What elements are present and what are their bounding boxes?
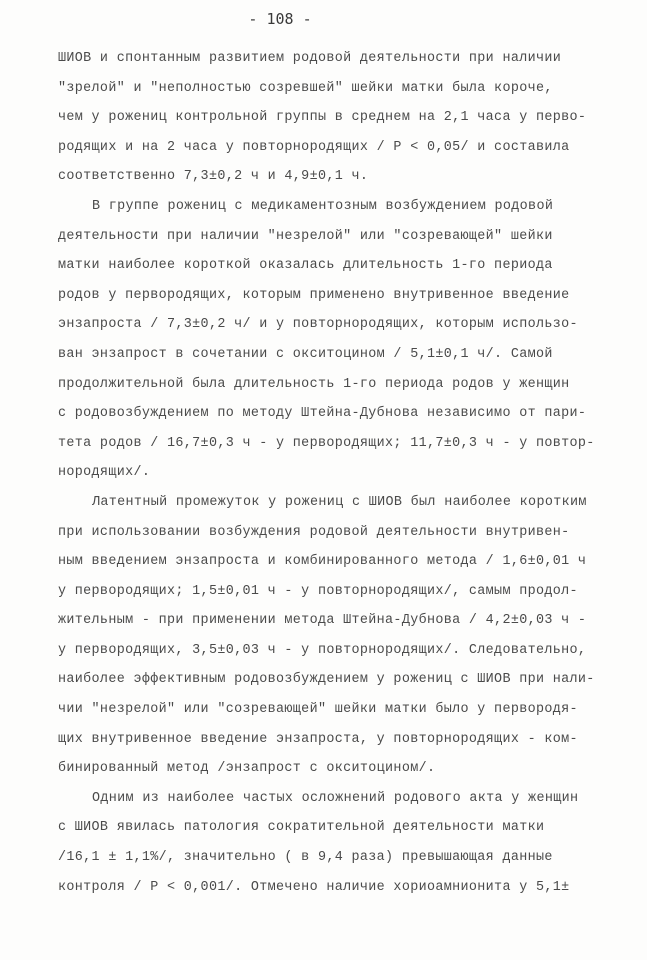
text-line: /16,1 ± 1,1%/, значительно ( в 9,4 раза) превышающая данные	[58, 850, 553, 866]
text-line: Латентный промежуток у рожениц с ШИОВ был наиболее коротким	[92, 494, 587, 510]
body-text	[58, 44, 608, 902]
text-line: "зрелой" и "неполностью созревшей" шейки матки была короче,	[58, 80, 553, 96]
text-line: деятельности при наличии "незрелой" или "созревающей" шейки	[58, 228, 553, 244]
text-line: при использовании возбуждения родовой деятельности внутривен-	[58, 524, 570, 540]
text-line: щих внутривенное введение энзапроста, у повторнородящих - ком-	[58, 731, 578, 747]
text-line: матки наиболее короткой оказалась длительность 1-го периода	[58, 258, 553, 274]
text-line: бинированный метод /энзапрост с окситоцином/.	[58, 761, 436, 777]
text-line: ным введением энзапроста и комбинированного метода / 1,6±0,01 ч	[58, 554, 587, 570]
text-line: соответственно 7,3±0,2 ч и 4,9±0,1 ч.	[58, 169, 369, 185]
text-line: тета родов / 16,7±0,3 ч - у первородящих; 11,7±0,3 ч - у повтор-	[58, 435, 595, 451]
text-line: с родовозбуждением по методу Штейна-Дубнова независимо от пари-	[58, 406, 587, 422]
text-line: у первородящих, 3,5±0,03 ч - у повторнородящих/. Следовательно,	[58, 642, 587, 658]
text-line: наиболее эффективным родовозбуждением у рожениц с ШИОВ при нали-	[58, 672, 595, 688]
text-line: у первородящих; 1,5±0,01 ч - у повторнородящих/, самым продол-	[58, 583, 578, 599]
text-line: контроля / Р < 0,001/. Отмечено наличие хориоамнионита у 5,1±	[58, 879, 570, 895]
text-line: ван энзапрост в сочетании с окситоцином / 5,1±0,1 ч/. Самой	[58, 346, 553, 362]
text-line: с ШИОВ явилась патология сократительной деятельности матки	[58, 820, 545, 836]
text-line: В группе рожениц с медикаментозным возбуждением родовой	[92, 198, 554, 214]
text-line: ШИОВ и спонтанным развитием родовой деятельности при наличии	[58, 51, 562, 66]
text-line: нородящих/.	[58, 465, 151, 481]
text-line: жительным - при применении метода Штейна-Дубнова / 4,2±0,03 ч -	[58, 613, 587, 629]
page-number: - 108 -	[248, 10, 312, 28]
text-line: чем у рожениц контрольной группы в среднем на 2,1 часа у перво-	[58, 110, 587, 126]
text-line: Одним из наиболее частых осложнений родового акта у женщин	[92, 790, 579, 806]
text-line: продолжительной была длительность 1-го периода родов у женщин	[58, 376, 570, 392]
text-line: родов у первородящих, которым применено внутривенное введение	[58, 287, 570, 303]
text-line: чии "незрелой" или "созревающей" шейки матки было у первородя-	[58, 702, 578, 718]
text-line: родящих и на 2 часа у повторнородящих / Р < 0,05/ и составила	[58, 139, 570, 155]
text-line: энзапроста / 7,3±0,2 ч/ и у повторнородящих, которым использо-	[58, 317, 578, 333]
